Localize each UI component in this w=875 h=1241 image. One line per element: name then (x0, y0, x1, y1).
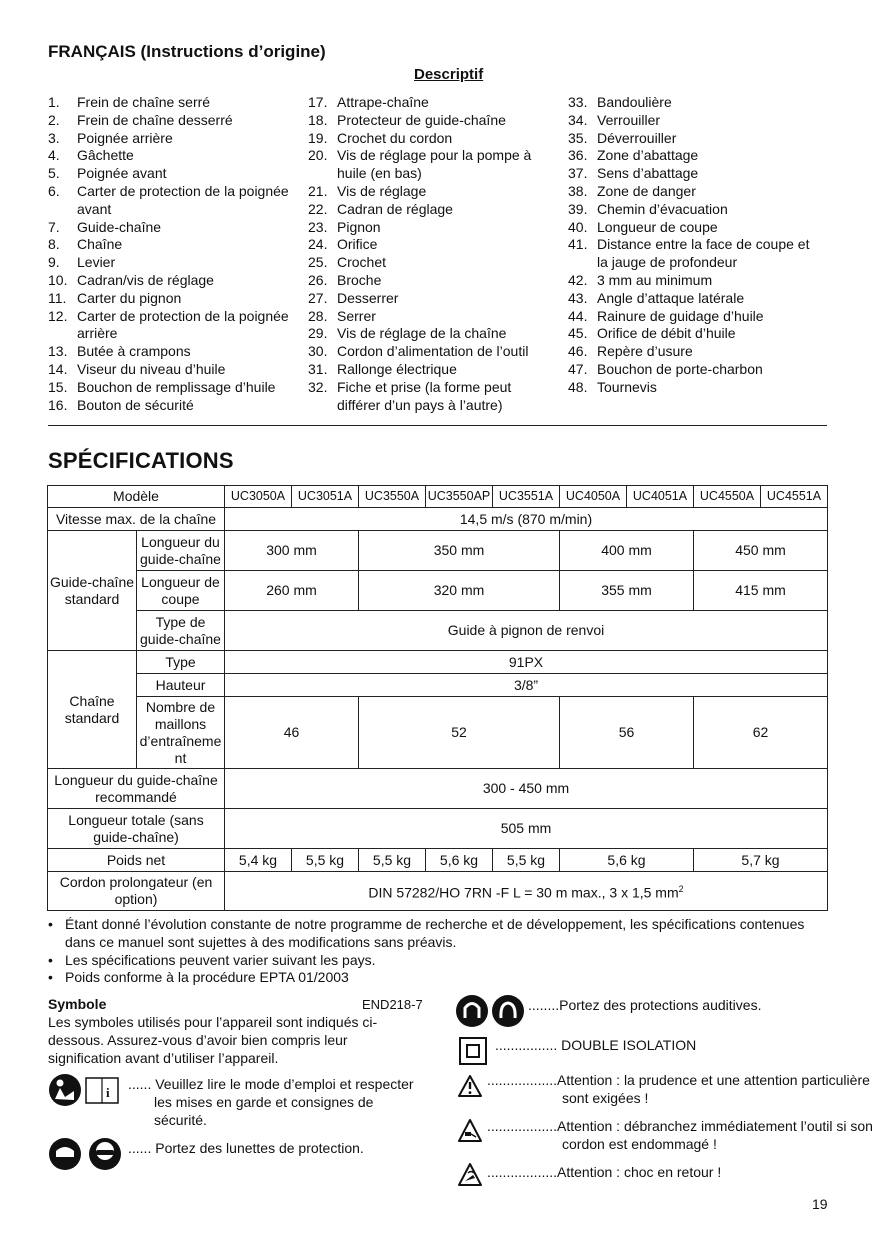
model-cell: UC3550A (359, 486, 426, 508)
item-label: Zone de danger (597, 182, 696, 199)
symbol-caution: ..................Attention : la prudence et une attention particulière sont exigées ! (487, 1072, 870, 1106)
item-number: 13. (48, 343, 68, 360)
item-number: 11. (48, 289, 67, 306)
symbols-title: Symbole (48, 996, 107, 1012)
list-item (568, 272, 813, 290)
item-number: 18. (308, 111, 328, 128)
table-row (48, 571, 828, 611)
item-label: Frein de chaîne desserré (77, 111, 233, 128)
list-item (48, 397, 298, 415)
item-label: Carter de protection de la poignée arrière (77, 307, 289, 342)
note-text: Étant donné l’évolution constante de notre programme de recherche et de développement, les spécifications contenues dans ce manuel sont sujettes à des modifications sans préavis. (65, 916, 805, 950)
item-label: Rainure de guidage d’huile (597, 307, 764, 324)
value-cell: 5,5 kg (292, 849, 359, 872)
list-item (308, 361, 548, 379)
list-item (568, 379, 813, 397)
item-label: Rallonge électrique (337, 360, 457, 377)
list-item (308, 379, 548, 415)
value-cell: 355 mm (560, 571, 694, 611)
item-label: Bandoulière (597, 94, 672, 110)
item-number: 29. (308, 325, 328, 342)
item-number: 26. (308, 271, 328, 288)
model-cell: UC3051A (292, 486, 359, 508)
divider (48, 425, 827, 426)
list-item (568, 219, 813, 237)
item-number: 31. (308, 360, 328, 377)
list-item (308, 272, 548, 290)
item-label: Carter de protection de la poignée avant (77, 182, 289, 217)
item-label: Levier (77, 254, 116, 271)
item-label: Sens d’abattage (597, 165, 699, 182)
item-label: Vis de réglage pour la pompe à huile (en bas) (337, 147, 532, 182)
double-insulation-icon (458, 1036, 488, 1066)
page-number: 19 (812, 1196, 828, 1212)
list-item (48, 236, 298, 254)
item-label: Distance entre la face de coupe et la jauge de profondeur (597, 236, 810, 271)
list-item (568, 343, 813, 361)
list-item (568, 130, 813, 148)
row-label: Longueur totale (sans guide-chaîne) (48, 809, 225, 849)
item-number: 22. (308, 200, 328, 217)
list-item (308, 325, 548, 343)
specs-title: SPÉCIFICATIONS (48, 448, 234, 473)
list-item (48, 272, 298, 290)
list-item (308, 183, 548, 201)
list-item (568, 112, 813, 130)
kickback-warning-icon (457, 1162, 483, 1188)
item-number: 24. (308, 236, 328, 253)
item-label: Poignée avant (77, 165, 167, 182)
item-number: 10. (48, 271, 68, 288)
value-cell: 52 (359, 697, 560, 769)
model-cell: UC3551A (493, 486, 560, 508)
item-label: Crochet du cordon (337, 129, 453, 146)
item-label: Verrouiller (597, 111, 661, 128)
symbol-goggles: ...... Portez des lunettes de protection. (128, 1140, 364, 1156)
item-number: 27. (308, 289, 328, 306)
list-item (568, 201, 813, 219)
value-cell: 300 - 450 mm (225, 769, 828, 809)
list-item (568, 308, 813, 326)
list-item: • Les spécifications peuvent varier suivant les pays. (48, 951, 376, 968)
item-label: Orifice (337, 236, 378, 253)
item-number: 21. (308, 182, 328, 199)
descriptif-col-2 (308, 94, 548, 414)
symbol-text: Attention : choc en retour ! (557, 1164, 722, 1180)
item-number: 30. (308, 343, 328, 360)
goggles-icon (48, 1137, 124, 1171)
descriptif-col-3 (568, 94, 813, 397)
item-label: Orifice de débit d’huile (597, 325, 736, 342)
item-label: Cordon d’alimentation de l’outil (337, 343, 529, 360)
list-item (308, 308, 548, 326)
table-row (48, 872, 828, 911)
item-label: Pignon (337, 218, 381, 235)
item-number: 32. (308, 378, 328, 395)
item-number: 20. (308, 147, 328, 164)
list-item (568, 165, 813, 183)
item-number: 23. (308, 218, 328, 235)
item-number: 44. (568, 307, 588, 324)
item-label: Butée à crampons (77, 343, 191, 360)
item-label: 3 mm au minimum (597, 271, 713, 288)
item-number: 35. (568, 129, 588, 146)
item-number: 48. (568, 378, 588, 395)
item-label: Gâchette (77, 147, 134, 164)
value-cell: 5,6 kg (560, 849, 694, 872)
item-label: Déverrouiller (597, 129, 677, 146)
item-number: 28. (308, 307, 328, 324)
list-item (48, 94, 298, 112)
item-label: Vis de réglage (337, 182, 427, 199)
list-item (308, 290, 548, 308)
list-item (568, 361, 813, 379)
row-label: Vitesse max. de la chaîne (48, 508, 225, 531)
row-label: Type (137, 651, 225, 674)
symbol-unplug: ..................Attention : débranchez immédiatement l’outil si son cordon est endommagé ! (487, 1118, 873, 1152)
model-cell: UC4551A (761, 486, 828, 508)
list-item (308, 201, 548, 219)
item-label: Protecteur de guide-chaîne (337, 111, 506, 128)
list-item (48, 290, 298, 308)
value-cell: 260 mm (225, 571, 359, 611)
item-number: 34. (568, 111, 588, 128)
row-label: Cordon prolongateur (en option) (48, 872, 225, 911)
group-label: Guide-chaîne standard (48, 531, 137, 651)
list-item (308, 94, 548, 112)
item-label: Repère d’usure (597, 343, 693, 360)
item-number: 45. (568, 325, 588, 342)
item-label: Carter du pignon (77, 289, 182, 306)
row-label: Longueur du guide-chaîne (137, 531, 225, 571)
descriptif-col-1 (48, 94, 298, 414)
model-cell: UC4050A (560, 486, 627, 508)
value-cell: 5,5 kg (359, 849, 426, 872)
list-item (568, 183, 813, 201)
item-label: Viseur du niveau d’huile (77, 360, 226, 377)
row-label: Longueur du guide-chaîne recommandé (48, 769, 225, 809)
list-item (48, 130, 298, 148)
item-number: 1. (48, 94, 60, 110)
value-cell: 320 mm (359, 571, 560, 611)
symbol-kickback: ..................Attention : choc en retour ! (487, 1164, 722, 1180)
value-cell: 3/8” (225, 674, 828, 697)
table-row (48, 651, 828, 674)
item-label: Bouchon de porte-charbon (597, 360, 763, 377)
list-item (48, 343, 298, 361)
table-row (48, 531, 828, 571)
group-label: Chaîne standard (48, 651, 137, 769)
specs-table (47, 485, 828, 911)
symbol-text: DOUBLE ISOLATION (561, 1037, 697, 1053)
value-cell: 505 mm (225, 809, 828, 849)
row-label: Nombre de maillons d’entraîneme nt (137, 697, 225, 769)
item-label: Attrape-chaîne (337, 94, 429, 110)
item-label: Tournevis (597, 378, 657, 395)
list-item (48, 183, 298, 219)
warning-icon (457, 1074, 483, 1098)
item-number: 33. (568, 94, 588, 110)
item-number: 40. (568, 218, 588, 235)
item-number: 15. (48, 378, 68, 395)
item-number: 25. (308, 254, 328, 271)
value-cell: 415 mm (694, 571, 828, 611)
value-cell: 14,5 m/s (870 m/min) (225, 508, 828, 531)
item-number: 7. (48, 218, 60, 235)
value-cell (225, 872, 828, 911)
item-number: 41. (568, 236, 588, 253)
item-label: Desserrer (337, 289, 399, 306)
list-item (308, 219, 548, 237)
item-label: Bouchon de remplissage d’huile (77, 378, 276, 395)
item-label: Crochet (337, 254, 387, 271)
svg-text:i: i (106, 1085, 110, 1100)
model-label: Modèle (48, 486, 225, 508)
note-text: Poids conforme à la procédure EPTA 01/2003 (65, 969, 349, 986)
value-cell: 56 (560, 697, 694, 769)
symbols-intro: Les symboles utilisés pour l’appareil sont indiqués ci-dessous. Assurez-vous d’avoir bien compris leur signification avant d’utiliser l’appareil. (48, 1014, 378, 1066)
item-number: 2. (48, 111, 60, 128)
model-cell: UC3550AP (426, 486, 493, 508)
item-number: 46. (568, 343, 588, 360)
cord-text: DIN 57282/HO 7RN -F L = 30 m max., 3 x 1,5 mm (368, 884, 679, 901)
item-label: Serrer (337, 307, 376, 324)
item-number: 38. (568, 182, 588, 199)
value-cell: 62 (694, 697, 828, 769)
item-label: Angle d’attaque latérale (597, 289, 745, 306)
symbol-read-manual: ...... Veuillez lire le mode d’emploi et respecter les mises en garde et consignes de sécurité. (128, 1076, 414, 1128)
table-row (48, 769, 828, 809)
list-item (568, 94, 813, 112)
symbol-text: Portez des lunettes de protection. (155, 1140, 364, 1156)
ear-protection-icon (456, 994, 526, 1028)
list-item (308, 236, 548, 254)
symbol-ear: ........Portez des protections auditives. (528, 997, 762, 1013)
list-item (308, 147, 548, 183)
item-label: Poignée arrière (77, 129, 173, 146)
item-number: 16. (48, 396, 68, 413)
item-number: 47. (568, 360, 588, 377)
value-cell: 400 mm (560, 531, 694, 571)
item-label: Cadran de réglage (337, 200, 453, 217)
value-cell: 300 mm (225, 531, 359, 571)
list-item (48, 361, 298, 379)
list-item (48, 379, 298, 397)
item-number: 39. (568, 200, 588, 217)
value-cell: 450 mm (694, 531, 828, 571)
item-label: Cadran/vis de réglage (77, 271, 214, 288)
value-cell: 5,7 kg (694, 849, 828, 872)
item-number: 36. (568, 147, 588, 164)
item-label: Frein de chaîne serré (77, 94, 211, 110)
symbol-text: Portez des protections auditives. (559, 997, 762, 1013)
unplug-warning-icon (457, 1118, 483, 1144)
list-item (308, 254, 548, 272)
list-item (308, 130, 548, 148)
value-cell: 91PX (225, 651, 828, 674)
list-item (48, 308, 298, 344)
table-row (48, 674, 828, 697)
symbol-text: Attention : débranchez immédiatement l’outil si son cordon est endommagé ! (557, 1118, 873, 1152)
value-cell: 46 (225, 697, 359, 769)
list-item (308, 112, 548, 130)
table-row (48, 697, 828, 769)
list-item (48, 147, 298, 165)
list-item (568, 325, 813, 343)
note-text: Les spécifications peuvent varier suivant les pays. (65, 951, 376, 968)
symbol-text: Attention : la prudence et une attention particulière sont exigées ! (557, 1072, 870, 1106)
item-number: 8. (48, 236, 60, 253)
item-number: 5. (48, 165, 60, 182)
list-item (568, 147, 813, 165)
value-cell: 5,5 kg (493, 849, 560, 872)
value-cell: 5,4 kg (225, 849, 292, 872)
item-label: Chemin d’évacuation (597, 200, 728, 217)
item-number: 6. (48, 182, 60, 199)
item-number: 12. (48, 307, 68, 324)
spec-notes (48, 916, 828, 987)
list-item: • Étant donné l’évolution constante de notre programme de recherche et de développement, les spécifications contenues dans ce manuel sont sujettes à des modifications sans préavis. (48, 916, 828, 952)
value-cell: Guide à pignon de renvoi (225, 611, 828, 651)
item-number: 19. (308, 129, 328, 146)
model-cell: UC3050A (225, 486, 292, 508)
item-label: Broche (337, 271, 382, 288)
table-row (48, 611, 828, 651)
list-item (568, 290, 813, 308)
item-number: 37. (568, 165, 588, 182)
page-title: FRANÇAIS (Instructions d’origine) (48, 42, 326, 61)
model-cell: UC4550A (694, 486, 761, 508)
table-row (48, 508, 828, 531)
symbol-double-insulation: ................ DOUBLE ISOLATION (495, 1037, 697, 1053)
item-number: 43. (568, 289, 588, 306)
row-label: Type de guide-chaîne (137, 611, 225, 651)
value-cell: 5,6 kg (426, 849, 493, 872)
item-number: 17. (308, 94, 328, 110)
read-manual-icon (48, 1073, 120, 1109)
item-number: 9. (48, 254, 60, 271)
value-cell: 350 mm (359, 531, 560, 571)
item-label: Zone d’abattage (597, 147, 699, 164)
item-label: Fiche et prise (la forme peut différer d’un pays à l’autre) (337, 378, 512, 413)
item-number: 14. (48, 360, 68, 377)
cord-sup: 2 (678, 883, 684, 894)
list-item (568, 236, 813, 272)
item-label: Bouton de sécurité (77, 396, 194, 413)
item-number: 3. (48, 129, 60, 146)
item-label: Vis de réglage de la chaîne (337, 325, 507, 342)
list-item (48, 165, 298, 183)
list-item (308, 343, 548, 361)
item-label: Chaîne (77, 236, 123, 253)
list-item (48, 112, 298, 130)
table-row (48, 486, 828, 508)
symbols-code: END218-7 (362, 997, 423, 1012)
row-label: Longueur de coupe (137, 571, 225, 611)
item-label: Longueur de coupe (597, 218, 718, 235)
section-descriptif-heading: Descriptif (414, 66, 484, 83)
list-item: • Poids conforme à la procédure EPTA 01/2003 (48, 969, 349, 986)
row-label: Poids net (48, 849, 225, 872)
table-row (48, 809, 828, 849)
list-item (48, 254, 298, 272)
row-label: Hauteur (137, 674, 225, 697)
item-label: Guide-chaîne (77, 218, 162, 235)
item-number: 42. (568, 271, 588, 288)
symbol-text: Veuillez lire le mode d’emploi et respecter les mises en garde et consignes de sécurité. (154, 1076, 414, 1128)
item-number: 4. (48, 147, 60, 164)
model-cell: UC4051A (627, 486, 694, 508)
table-row (48, 849, 828, 872)
list-item (48, 219, 298, 237)
